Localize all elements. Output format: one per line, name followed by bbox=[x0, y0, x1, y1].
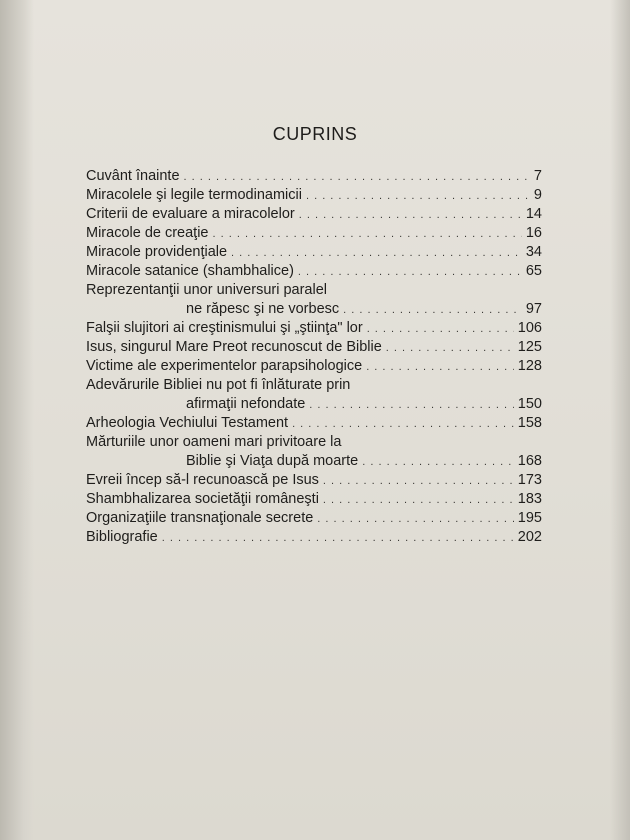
dot-leader bbox=[298, 263, 522, 282]
toc-entry bbox=[86, 262, 542, 281]
toc-entry-title: Cuvânt înainte bbox=[86, 168, 180, 184]
toc-entry-title: Miracole satanice (shambhalice) bbox=[86, 263, 294, 279]
toc-entry-title: Reprezentanţii unor universuri paralel bbox=[86, 282, 327, 298]
toc-entry-title: Shambhalizarea societăţii româneşti bbox=[86, 491, 319, 507]
toc-entry-title: Organizaţiile transnaţionale secrete bbox=[86, 510, 314, 526]
dot-leader bbox=[323, 491, 514, 510]
toc-entry-title: Bibliografie bbox=[86, 529, 158, 545]
toc-entry bbox=[86, 186, 542, 205]
toc-entry bbox=[86, 509, 542, 528]
dot-leader bbox=[386, 339, 514, 358]
toc-entry-page: 195 bbox=[517, 510, 542, 526]
toc-entry bbox=[86, 300, 542, 319]
dot-leader bbox=[231, 244, 522, 263]
dot-leader bbox=[362, 453, 514, 472]
toc-entry bbox=[86, 395, 542, 414]
toc-entry bbox=[86, 528, 542, 547]
dot-leader bbox=[343, 301, 522, 320]
toc-entry-title: Arheologia Vechiului Testament bbox=[86, 415, 289, 431]
toc-entry-page: 183 bbox=[517, 491, 542, 507]
dot-leader bbox=[184, 168, 530, 187]
toc-entry-title: Criterii de evaluare a miracolelor bbox=[86, 206, 295, 222]
toc-entry-page: 128 bbox=[517, 358, 542, 374]
dot-leader bbox=[366, 358, 514, 377]
toc-entry bbox=[86, 471, 542, 490]
toc-entry-page: 34 bbox=[525, 244, 542, 260]
toc-entry-page: 14 bbox=[525, 206, 542, 222]
toc-entry-page: 65 bbox=[525, 263, 542, 279]
dot-leader bbox=[213, 225, 522, 244]
toc-entry-title: Miracole de creaţie bbox=[86, 225, 209, 241]
toc-entry-page: 150 bbox=[517, 396, 542, 412]
toc-entry-page: 97 bbox=[525, 301, 542, 317]
toc-entry bbox=[86, 490, 542, 509]
toc-entry bbox=[86, 338, 542, 357]
page-title: CUPRINS bbox=[272, 124, 358, 144]
toc-entry-page: 125 bbox=[517, 339, 542, 355]
dot-leader bbox=[317, 510, 514, 529]
dot-leader bbox=[306, 187, 530, 206]
toc-entry bbox=[86, 224, 542, 243]
toc-entry-title: Adevărurile Bibliei nu pot fi înlăturate prin bbox=[86, 377, 351, 393]
toc-entry bbox=[86, 357, 542, 376]
toc-entry bbox=[86, 319, 542, 338]
toc-entry bbox=[86, 167, 542, 186]
toc-entry-title-continued: ne răpesc şi ne vorbesc bbox=[186, 301, 340, 317]
toc-entry-page: 173 bbox=[517, 472, 542, 488]
toc-entry-page: 106 bbox=[517, 320, 542, 336]
table-of-contents bbox=[86, 167, 542, 547]
toc-entry-first-line bbox=[86, 376, 542, 395]
toc-entry-title: Miracole providenţiale bbox=[86, 244, 228, 260]
dot-leader bbox=[299, 206, 522, 225]
toc-entry-title: Mărturiile unor oameni mari privitoare la bbox=[86, 434, 342, 450]
toc-entry-page: 158 bbox=[517, 415, 542, 431]
dot-leader bbox=[162, 529, 514, 548]
dot-leader bbox=[323, 472, 514, 491]
dot-leader bbox=[292, 415, 514, 434]
dot-leader bbox=[309, 396, 514, 415]
toc-entry-page: 16 bbox=[525, 225, 542, 241]
toc-entry bbox=[86, 205, 542, 224]
toc-entry-title: Victime ale experimentelor parapsihologice bbox=[86, 358, 363, 374]
toc-entry bbox=[86, 452, 542, 471]
toc-entry-first-line bbox=[86, 433, 542, 452]
toc-entry-title: Isus, singurul Mare Preot recunoscut de Biblie bbox=[86, 339, 382, 355]
dot-leader bbox=[367, 320, 514, 339]
toc-entry-first-line bbox=[86, 281, 542, 300]
toc-entry bbox=[86, 243, 542, 262]
toc-entry-page: 9 bbox=[533, 187, 542, 203]
toc-entry bbox=[86, 414, 542, 433]
toc-entry-title: Miracolele şi legile termodinamicii bbox=[86, 187, 302, 203]
toc-entry-title: Falşii slujitori ai creştinismului şi „ştiinţa" lor bbox=[86, 320, 363, 336]
toc-entry-title-continued: afirmaţii nefondate bbox=[186, 396, 306, 412]
toc-entry-title: Evreii încep să-l recunoască pe Isus bbox=[86, 472, 319, 488]
toc-entry-title-continued: Biblie şi Viaţa după moarte bbox=[186, 453, 359, 469]
toc-entry-page: 168 bbox=[517, 453, 542, 469]
toc-entry-page: 7 bbox=[533, 168, 542, 184]
toc-entry-page: 202 bbox=[517, 529, 542, 545]
